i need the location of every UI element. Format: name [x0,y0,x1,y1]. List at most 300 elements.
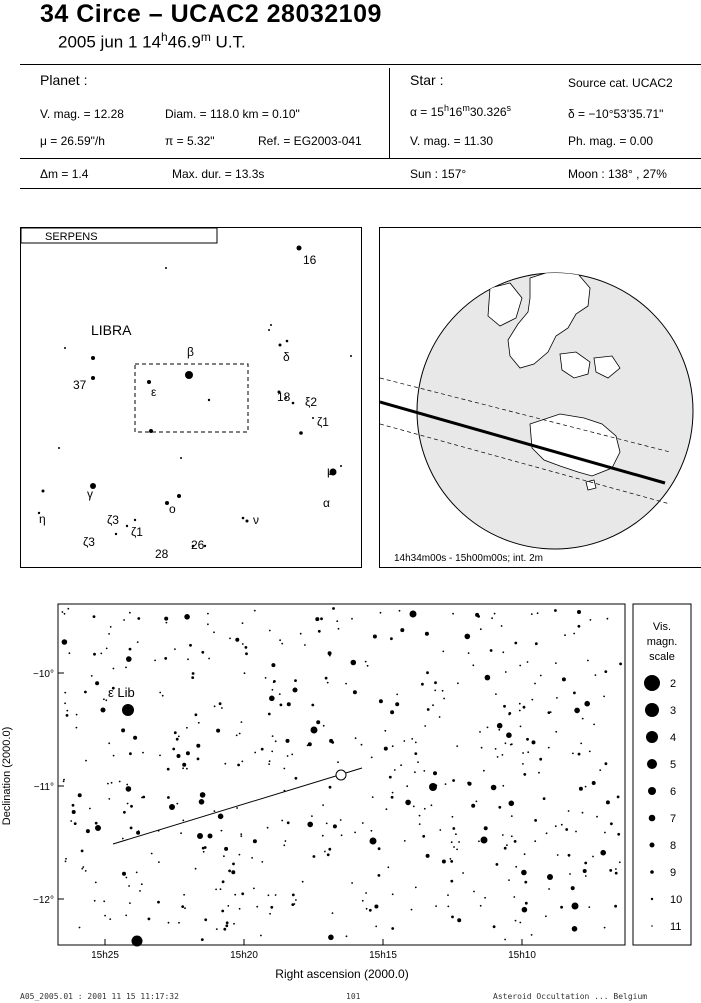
chart-star [522,907,528,913]
chart-star [481,747,483,749]
chart-star [142,752,144,754]
chart-star [302,881,304,883]
chart-star [333,824,337,828]
chart-star [110,626,112,628]
chart-bright-star [572,903,579,910]
chart-star [519,703,521,705]
chart-star [189,644,192,647]
chart-star [236,735,238,737]
scale-dot [645,703,659,717]
finder-star-label: ζ3 [83,535,95,549]
footer-center: 101 [346,992,361,1001]
chart-star [426,671,429,674]
chart-star [508,879,510,881]
chart-star [523,706,526,709]
chart-bright-star [169,804,175,810]
header-rule-top [20,64,701,65]
dec-tick-11: −11° [33,782,54,793]
chart-star [490,649,493,652]
chart-star [311,815,313,817]
chart-star [615,872,618,875]
chart-star [610,822,613,825]
chart-star [65,858,67,860]
chart-star [311,704,314,707]
chart-star [62,639,68,645]
chart-star [506,844,508,846]
chart-star [148,918,151,921]
finder-star-label: ξ2 [305,395,318,409]
star-source-catalog: Source cat. UCAC2 [568,76,673,90]
planet-motion: μ = 26.59"/h [40,134,105,148]
chart-star [245,652,248,655]
chart-star [136,872,138,874]
chart-star [351,660,357,666]
chart-star [295,777,298,780]
chart-star [269,760,271,762]
chart-star [513,896,515,898]
chart-star [108,633,110,635]
chart-star [141,883,143,885]
chart-star [491,617,493,619]
chart-star [253,839,257,843]
chart-star [351,882,353,884]
dec-tick-12: −12° [33,895,54,906]
chart-star [592,781,596,785]
finder-star [297,246,302,251]
chart-star [543,797,546,800]
finder-star [165,267,167,269]
chart-bright-star [311,727,318,734]
chart-star [457,682,459,684]
chart-star [229,638,231,640]
chart-star [239,908,241,910]
star-declination: δ = −10°53'35.71" [568,107,664,121]
chart-star [316,720,320,724]
chart-star [504,939,506,941]
chart-star [389,776,392,779]
chart-star [128,885,130,887]
scale-dot [644,675,660,691]
chart-star [600,850,606,856]
scale-title-line1: Vis. [652,621,672,633]
chart-star [121,728,125,732]
chart-star [285,840,287,842]
chart-star [167,796,170,799]
chart-star [65,861,67,863]
chart-star [590,619,592,621]
chart-star [442,860,446,864]
chart-star [548,747,550,749]
finder-chart [21,228,361,567]
chart-star [614,905,617,908]
chart-star [164,657,167,660]
chart-star [405,800,411,806]
chart-star [174,648,176,650]
ra-tick-1525: 15h25 [91,950,119,961]
chart-star [483,770,485,772]
chart-star [295,899,297,901]
chart-star [268,763,270,765]
chart-star [113,755,115,757]
finder-star [42,490,45,493]
scale-mag-label: 11 [670,921,682,933]
chart-star [261,861,263,863]
chart-star [374,905,378,909]
chart-star [269,696,275,702]
chart-star [328,651,332,655]
chart-star [424,725,426,727]
scale-dot [650,870,654,874]
chart-star [403,740,405,742]
chart-star [478,840,480,842]
chart-star [450,860,453,863]
chart-star [503,705,506,708]
chart-star [324,851,326,853]
chart-star [351,618,353,620]
chart-star [399,610,401,612]
finder-star-label: 26 [191,538,205,552]
chart-star [287,702,291,706]
chart-star [66,714,69,717]
chart-star [532,740,536,744]
chart-star [176,803,178,805]
chart-star [181,905,184,908]
chart-star [91,675,93,677]
chart-star [139,890,141,892]
chart-star [414,752,417,755]
chart-star [502,785,504,787]
chart-star [64,702,66,704]
chart-bright-star [208,834,213,839]
chart-star [578,625,581,628]
chart-star [519,665,521,667]
finder-star [268,329,270,331]
chart-star [395,702,399,706]
chart-star [480,905,482,907]
ra-tick-1515: 15h15 [369,950,397,961]
chart-star [574,708,580,714]
chart-star [497,756,499,758]
chart-star [550,711,552,713]
finder-star [180,457,182,459]
chart-star [323,725,325,727]
chart-star [260,935,262,937]
chart-star [390,637,393,640]
finder-star-label: ο [169,502,176,516]
chart-star [86,829,90,833]
chart-star [66,710,68,712]
chart-star [427,708,430,711]
scale-dot [646,731,658,743]
chart-star [241,721,243,723]
chart-star [391,796,394,799]
header-rule-mid [20,158,701,159]
finder-star [279,344,282,347]
chart-star [133,736,137,740]
chart-star [396,694,398,696]
chart-star [280,704,283,707]
chart-star [126,784,128,786]
planet-vmag: V. mag. = 12.28 [40,107,124,121]
chart-star [122,838,124,840]
chart-star [361,744,363,746]
finder-star-label: ε [151,385,157,399]
chart-star [287,821,290,824]
chart-star [329,655,331,657]
chart-star [261,748,264,751]
finder-star-label: ν [253,513,259,527]
chart-star [605,762,608,765]
chart-star [365,661,367,663]
chart-star [107,783,109,785]
chart-star [178,922,180,924]
chart-star [555,662,557,664]
finder-star-label: β [187,345,194,359]
chart-star [182,767,184,769]
chart-star [62,611,64,613]
chart-star [562,677,566,681]
chart-star [94,900,96,902]
chart-star [450,880,453,883]
chart-star [199,799,205,805]
chart-star [130,827,133,830]
chart-star [604,670,607,673]
chart-star [337,761,339,763]
chart-star [168,922,170,924]
globe-panel [379,227,701,568]
chart-bright-star [547,874,553,880]
chart-star [582,812,584,814]
chart-star [582,718,584,720]
footer-right: Asteroid Occultation ... Belgium [493,992,648,1001]
chart-star [106,648,108,650]
chart-star [366,908,368,910]
chart-star [272,735,274,737]
chart-star [417,761,419,763]
chart-star [583,869,587,873]
chart-star [84,691,87,694]
chart-star [233,923,235,925]
chart-star [548,888,550,890]
chart-star [568,810,570,812]
chart-star [462,872,464,874]
chart-star [328,848,331,851]
chart-star [113,668,115,670]
chart-star [228,870,231,873]
chart-star [224,847,228,851]
chart-star [473,891,475,893]
star-photo-mag: Ph. mag. = 0.00 [568,134,654,148]
chart-star [603,696,605,698]
chart-star [555,731,557,733]
chart-star [419,815,421,817]
chart-star [214,705,216,707]
chart-star [279,693,281,695]
chart-star [239,733,241,735]
finder-star [270,324,272,326]
chart-star [526,738,529,741]
chart-star [332,607,335,610]
chart-star [527,751,529,753]
chart-star [447,906,449,908]
finder-star [134,519,136,521]
chart-star [158,861,160,863]
chart-star [281,643,283,645]
chart-star [468,782,472,786]
chart-star [218,814,224,820]
chart-bright-star [101,708,106,713]
chart-star [619,861,621,863]
chart-star [384,747,388,751]
constellation-tab-label: SERPENS [45,231,98,243]
chart-star [353,690,357,694]
chart-star [384,730,386,732]
chart-star [336,620,338,622]
chart-star [415,887,417,889]
chart-star [220,888,222,890]
chart-star [283,768,285,770]
chart-star [588,906,590,908]
chart-star [515,920,517,922]
chart-star [447,894,449,896]
chart-star [322,804,324,806]
chart-star [104,915,106,917]
chart-star [508,712,511,715]
chart-star [197,758,200,761]
tasmania-landmass [586,480,596,490]
chart-star [63,779,65,781]
chart-star [387,866,389,868]
star-right-ascension: $\alpha = 15^h16^m30.326^s$ [410,103,512,119]
chart-star [129,612,131,614]
finder-star [208,399,210,401]
chart-star [313,855,316,858]
chart-star [524,853,526,855]
chart-star [607,618,609,620]
chart-bright-star [132,936,143,947]
chart-bright-star [481,837,488,844]
chart-star [577,610,581,614]
chart-star [95,882,97,884]
chart-bright-star [429,783,437,791]
chart-star [216,729,220,733]
chart-star [495,693,497,695]
chart-star [371,830,373,832]
sun-elongation: Sun : 157° [410,167,467,181]
chart-star [369,909,372,912]
chart-star [182,763,186,767]
chart-star [537,612,539,614]
chart-star [471,804,475,808]
chart-star [354,832,356,834]
chart-star [564,634,566,636]
chart-star [105,699,107,701]
chart-star [497,723,503,729]
chart-star [235,638,239,642]
chart-star [585,786,587,788]
chart-star [204,846,207,849]
chart-star [502,651,504,653]
chart-star [215,889,217,891]
chart-star [122,872,126,876]
chart-star [487,727,489,729]
chart-star [268,713,271,716]
chart-star [579,787,583,791]
chart-star [415,742,417,744]
chart-star [315,617,319,621]
chart-star [404,840,406,842]
finder-star-label: η [39,512,46,526]
chart-star [414,771,416,773]
chart-star [287,755,289,757]
planet-parallax: π = 5.32" [165,134,215,148]
chart-star [380,612,382,614]
chart-star [511,815,513,817]
finder-star [126,525,128,527]
chart-star [125,667,127,669]
finder-star [91,376,95,380]
chart-star [126,877,128,879]
chart-star [100,653,102,655]
chart-star [619,663,622,666]
chart-star [125,915,127,917]
chart-star [432,704,434,706]
chart-star [472,664,474,666]
chart-bright-star [122,704,134,716]
chart-star [82,866,84,868]
scale-title-line2: magn. [646,636,678,648]
chart-star [195,868,197,870]
chart-star [443,698,445,700]
scale-title-line3: scale [649,651,675,663]
chart-star [286,739,290,743]
ra-tick-1520: 15h20 [230,950,258,961]
footer-left: A05_2005.01 : 2001 11 15 11:17:32 [20,992,179,1001]
chart-star [327,682,329,684]
chart-star [269,630,271,632]
max-duration: Max. dur. = 13.3s [172,167,265,181]
chart-star [355,737,357,739]
chart-star [270,906,273,909]
chart-star [524,881,527,884]
chart-star [372,796,374,798]
chart-star [580,743,582,745]
chart-star [617,796,620,799]
finder-star [292,402,295,405]
chart-star [394,769,396,771]
chart-star [367,665,369,667]
chart-star [451,841,453,843]
chart-star [267,827,269,829]
chart-star [222,880,225,883]
chart-star [593,724,595,726]
chart-star [223,855,225,857]
finder-star [246,520,249,523]
chart-star [244,672,246,674]
scale-dot [651,898,653,900]
chart-star [127,803,129,805]
scale-mag-label: 10 [670,894,683,906]
chart-star [362,900,364,902]
chart-star [371,757,373,759]
chart-star [480,628,482,630]
chart-star [203,851,205,853]
chart-star [557,854,559,856]
chart-star [225,924,228,927]
chart-star [300,633,302,635]
chart-star [221,707,223,709]
chart-star [373,635,377,639]
